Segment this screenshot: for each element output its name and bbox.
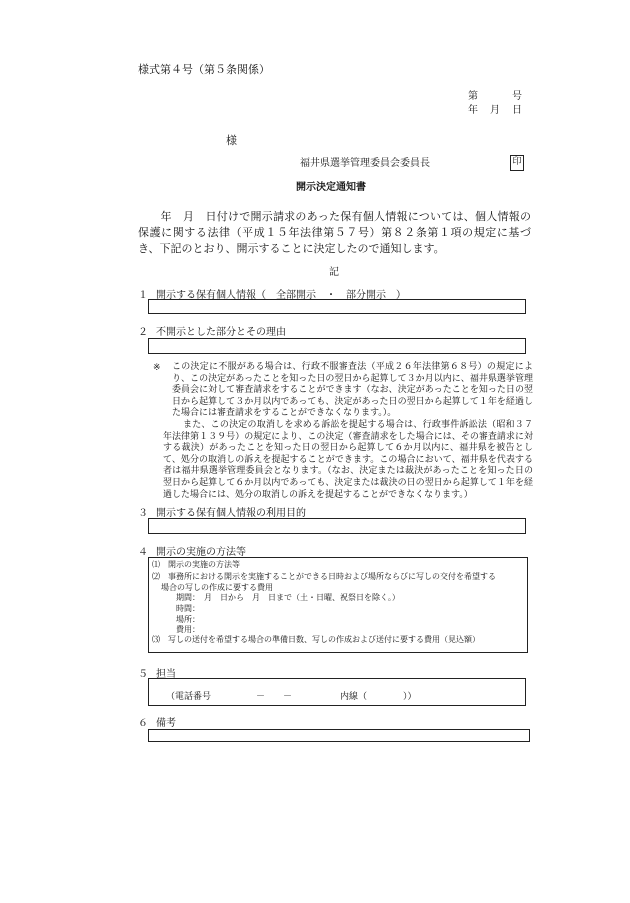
document-title: 開示決定通知書 bbox=[296, 182, 366, 193]
method-item-2a: ⑵ 事務所における開示を実施することができる日時および場所ならびに写しの交付を希望する bbox=[152, 572, 496, 581]
section-1-box bbox=[148, 299, 526, 314]
contact-extension: 内線（ ）） bbox=[340, 692, 417, 702]
ki-heading: 記 bbox=[329, 267, 339, 278]
date-day: 日 bbox=[512, 105, 522, 116]
method-period: 期間： 月 日から 月 日まで（土・日曜、祝祭日を除く。） bbox=[176, 593, 400, 602]
contact-phone: （電話番号 － － bbox=[166, 692, 293, 702]
section-6-number: ６ bbox=[138, 718, 148, 729]
section-3-number: ３ bbox=[138, 508, 148, 519]
method-item-1: ⑴ 開示の実施の方法等 bbox=[152, 560, 240, 569]
section-5-number: ５ bbox=[138, 669, 148, 680]
section-4-number: ４ bbox=[138, 547, 148, 558]
addressee-sama: 様 bbox=[226, 134, 237, 147]
section-6-title: 備考 bbox=[156, 718, 176, 729]
issuer-name: 福井県選挙管理委員会委員長 bbox=[300, 158, 430, 169]
intro-paragraph: 年 月 日付けで開示請求のあった保有個人情報については、個人情報の保護に関する法律（平成１５年法律第５７号）第８２条第１項の規定に基づき、下記のとおり、開示することに決定したので通知します。 bbox=[138, 210, 531, 255]
section-3-title: 開示する保有個人情報の利用目的 bbox=[156, 508, 306, 519]
doc-number-go: 号 bbox=[512, 91, 522, 102]
section-1-number: １ bbox=[138, 290, 148, 301]
doc-number-dai: 第 bbox=[468, 91, 478, 102]
section-3-box bbox=[148, 518, 526, 534]
section-2-box bbox=[148, 338, 526, 354]
method-place: 場所： bbox=[176, 615, 200, 624]
method-time: 時間： bbox=[176, 604, 200, 613]
method-item-3: ⑶ 写しの送付を希望する場合の準備日数、写しの作成および送付に要する費用（見込額） bbox=[152, 635, 480, 644]
seal-mark: 印 bbox=[510, 155, 524, 171]
section-2-number: ２ bbox=[138, 327, 148, 338]
section-5-title: 担当 bbox=[156, 669, 176, 680]
method-item-2b: 場合の写しの作成に要する費用 bbox=[161, 583, 273, 592]
section-6-box bbox=[148, 729, 530, 742]
form-number: 様式第４号（第５条関係） bbox=[138, 63, 270, 76]
note-paragraph-2: また、この決定の取消しを求める訴訟を提起する場合は、行政事件訴訟法（昭和３７年法律第１３９号）の規定により、この決定（審査請求をした場合には、その審査請求に対する裁決）があったことを知った日の翌日から起算して６か月以内に、福井県を被告として、処分の取消しの訴えを提起することができます。この場合において、福井県を代表する者は福井県選挙管理委員会となります。（なお、決定または裁決があったことを知った日の翌日から起算して６か月以内であっても、決定または裁決の日の翌日から起算して１年を経過した場合には、処分の取消しの訴えを提起することができなくなります。） bbox=[163, 420, 533, 500]
method-cost: 費用： bbox=[176, 625, 200, 634]
note-mark: ※ bbox=[153, 363, 161, 373]
section-2-title: 不開示とした部分とその理由 bbox=[156, 327, 286, 338]
date-month: 月 bbox=[490, 105, 500, 116]
section-1-title: 開示する保有個人情報（ 全部開示 ・ 部分開示 ） bbox=[156, 290, 406, 301]
note-paragraph-1: この決定に不服がある場合は、行政不服審査法（平成２６年法律第６８号）の規定により、この決定があったことを知った日の翌日から起算して３か月以内に、福井県選挙管理委員会に対して審査請求をすることができます（なお、決定があったことを知った日の翌日から起算して３か月以内であっても、決定があった日の翌日から起算して１年を経過した場合には審査請求をすることができなくなります。）。 bbox=[172, 362, 533, 419]
section-4-title: 開示の実施の方法等 bbox=[156, 547, 246, 558]
date-year: 年 bbox=[468, 105, 478, 116]
